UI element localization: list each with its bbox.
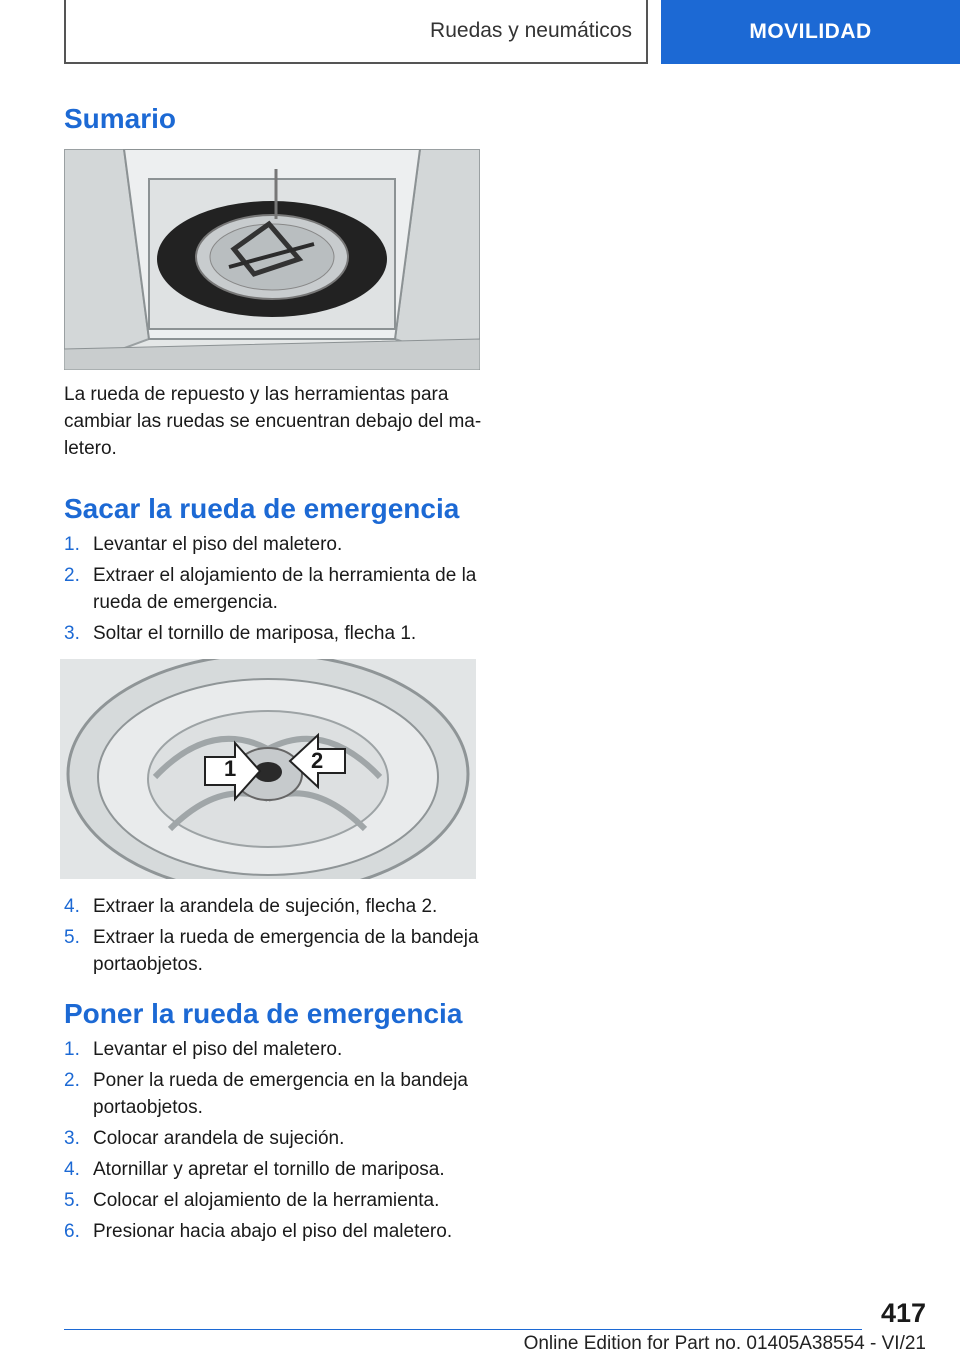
remove-heading: Sacar la rueda de emergencia — [64, 493, 460, 524]
header-section-box — [64, 0, 648, 64]
remove-steps-list-a — [64, 531, 484, 651]
header-chapter-label: MOVILIDAD — [749, 20, 872, 43]
remove-steps-list-b — [64, 893, 484, 982]
step-text: Colocar arandela de sujeción. — [93, 1128, 345, 1149]
install-steps-list — [64, 1036, 484, 1249]
install-heading: Poner la rueda de emergencia — [64, 998, 463, 1029]
list-item — [64, 1187, 484, 1214]
step-number: 1. — [64, 1039, 80, 1060]
step-text: Extraer la rueda de emergencia de la bandeja portaobjetos. — [93, 927, 479, 975]
footer-divider — [64, 1329, 862, 1330]
step-number: 5. — [64, 1190, 80, 1211]
step-number: 4. — [64, 1159, 80, 1180]
list-item — [64, 562, 484, 616]
list-item — [64, 620, 484, 647]
step-text: Levantar el piso del maletero. — [93, 1039, 343, 1060]
step-text: Poner la rueda de emergencia en la bandeja portaobjetos. — [93, 1070, 468, 1118]
summary-paragraph: La rueda de repuesto y las herramientas para cambiar las ruedas se encuentran debajo del maletero. — [64, 384, 482, 459]
step-text: Extraer el alojamiento de la herramienta de la rueda de emergencia. — [93, 565, 477, 613]
list-item — [64, 1125, 484, 1152]
wing-bolt-illustration — [60, 659, 476, 879]
step-number: 2. — [64, 565, 80, 586]
list-item — [64, 1156, 484, 1183]
arrow-1-label: 1 — [224, 756, 237, 781]
arrow-2-label: 2 — [311, 748, 324, 773]
step-text: Soltar el tornillo de mariposa, flecha 1. — [93, 623, 417, 644]
step-text: Levantar el piso del maletero. — [93, 534, 343, 555]
list-item — [64, 1067, 484, 1121]
step-number: 5. — [64, 927, 80, 948]
step-text: Extraer la arandela de sujeción, flecha 2. — [93, 896, 438, 917]
list-item — [64, 531, 484, 558]
list-item — [64, 1218, 484, 1245]
list-item — [64, 924, 484, 978]
header-section-title: Ruedas y neumáticos — [430, 19, 632, 42]
step-number: 6. — [64, 1221, 80, 1242]
step-number: 3. — [64, 623, 80, 644]
footer-edition: Online Edition for Part no. 01405A38554 - VI/21 — [523, 1333, 926, 1354]
step-number: 2. — [64, 1070, 80, 1091]
trunk-spare-wheel-illustration — [64, 149, 480, 370]
header-chapter-tab[interactable] — [661, 0, 960, 64]
summary-heading: Sumario — [64, 103, 177, 134]
step-number: 1. — [64, 534, 80, 555]
page-number: 417 — [880, 1298, 926, 1328]
step-text: Colocar el alojamiento de la herramienta. — [93, 1190, 440, 1211]
list-item — [64, 1036, 484, 1063]
step-text: Presionar hacia abajo el piso del maletero. — [93, 1221, 453, 1242]
step-number: 4. — [64, 896, 80, 917]
step-text: Atornillar y apretar el tornillo de mariposa. — [93, 1159, 445, 1180]
list-item — [64, 893, 484, 920]
step-number: 3. — [64, 1128, 80, 1149]
